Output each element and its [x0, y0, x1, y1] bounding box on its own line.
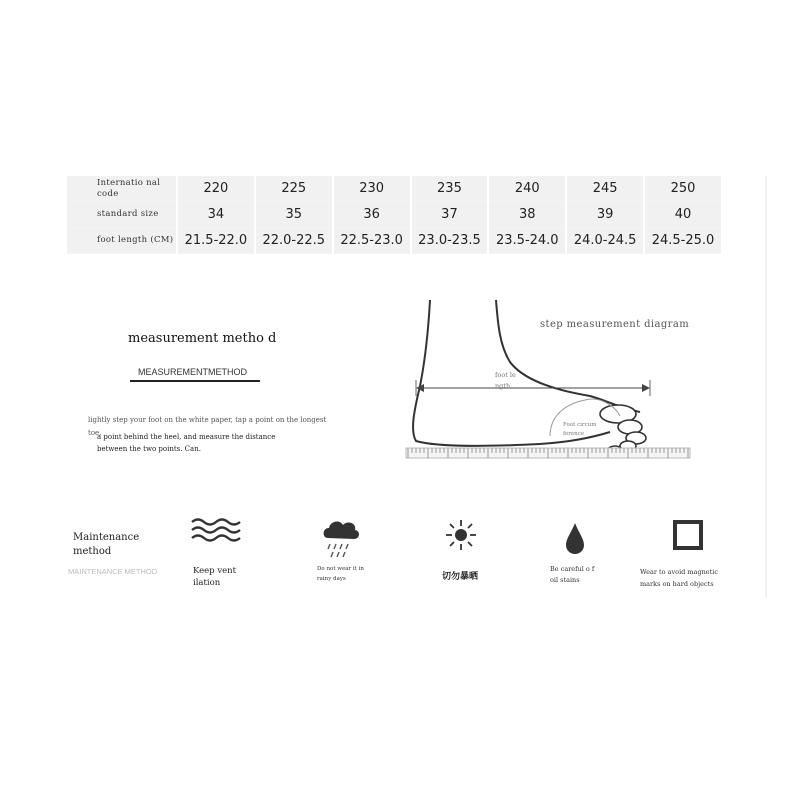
table-cell: 240: [488, 176, 566, 202]
table-cell: 225: [255, 176, 333, 202]
water-drop-icon: [563, 521, 587, 555]
measurement-subtitle: MEASUREMENTMETHOD: [138, 367, 248, 377]
table-row: [67, 176, 722, 202]
measurement-underline: [130, 380, 260, 382]
waves-icon: [188, 516, 248, 542]
sun-icon: [444, 518, 478, 552]
maintenance-title: Maintenance method: [73, 532, 140, 557]
square-frame-icon: [673, 520, 703, 550]
maintenance-item-ventilation: Keep vent ilation: [193, 566, 237, 588]
table-cell: 245: [566, 176, 644, 202]
table-row: [67, 202, 722, 228]
row-label-standard-size: standard size: [67, 202, 177, 228]
rain-cloud-icon: [320, 516, 362, 562]
table-cell: 23.0-23.5: [411, 228, 489, 254]
table-cell: 23.5-24.0: [488, 228, 566, 254]
table-cell: 22.0-22.5: [255, 228, 333, 254]
table-cell: 35: [255, 202, 333, 228]
maintenance-subtitle: MAINTENANCE METHOD: [68, 567, 158, 576]
maintenance-item-rain: Do not wear it in rainy days: [317, 566, 364, 582]
measurement-title: measurement metho d: [128, 331, 277, 346]
table-cell: 250: [644, 176, 722, 202]
maintenance-item-oil: Be careful o f oil stains: [550, 565, 595, 584]
table-cell: 24.0-24.5: [566, 228, 644, 254]
foot-length-label: foot le ngth: [495, 371, 516, 390]
measurement-instruction-2: a point behind the heel, and measure the distance between the two points. Can.: [97, 433, 276, 453]
diagram-title: step measurement diagram: [540, 319, 690, 330]
table-row: [67, 228, 722, 254]
table-cell: 21.5-22.0: [177, 228, 255, 254]
table-cell: 235: [411, 176, 489, 202]
measurement-instruction-1: lightly step your foot on the white paper, tap a point on the longest toe,: [88, 416, 327, 437]
row-label-foot-length: foot length (CM): [67, 228, 177, 254]
table-cell: 230: [333, 176, 411, 202]
maintenance-item-magnetic: Wear to avoid magnetic marks on hard objects: [640, 568, 718, 588]
table-cell: 220: [177, 176, 255, 202]
table-cell: 34: [177, 202, 255, 228]
table-cell: 40: [644, 202, 722, 228]
row-label-international-code: Internatio nal code: [67, 176, 177, 202]
foot-diagram: [400, 296, 700, 466]
table-cell: 39: [566, 202, 644, 228]
table-cell: 36: [333, 202, 411, 228]
foot-circumference-label: Foot circum ference: [563, 422, 597, 437]
table-cell: 22.5-23.0: [333, 228, 411, 254]
right-edge-divider: [765, 176, 767, 598]
maintenance-item-sun: 切勿暴晒: [442, 571, 479, 581]
table-cell: 24.5-25.0: [644, 228, 722, 254]
table-cell: 37: [411, 202, 489, 228]
table-cell: 38: [488, 202, 566, 228]
size-table: [67, 176, 723, 254]
